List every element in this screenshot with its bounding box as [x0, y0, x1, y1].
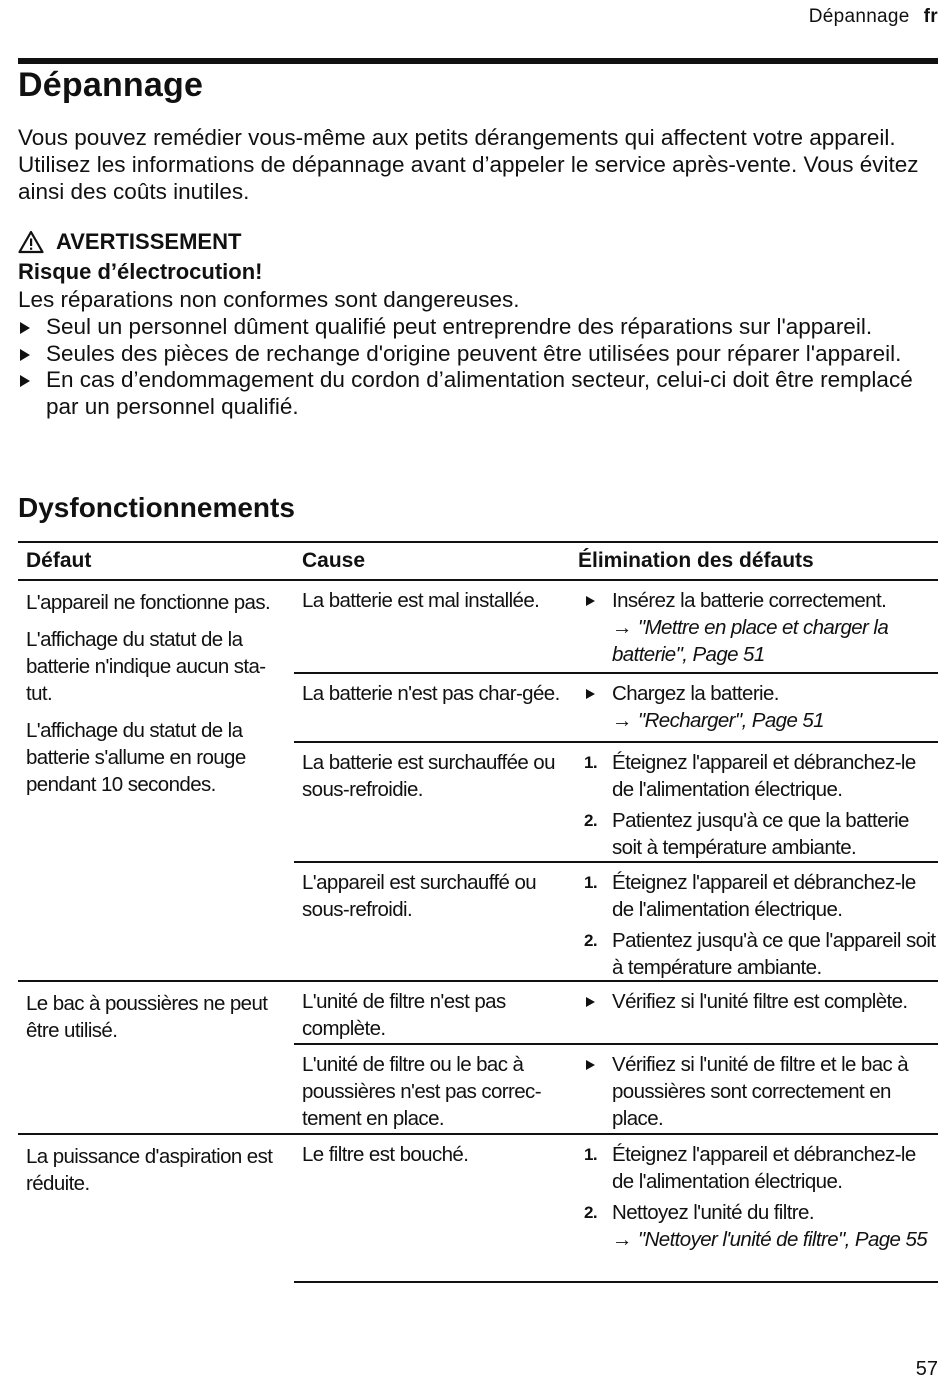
- warning-list-item: En cas d’endommagement du cordon d’alimentation secteur, celui-ci doit être remplacé par un personnel qualifié.: [18, 367, 933, 420]
- table-group: [18, 581, 938, 982]
- elimination-cell: [582, 587, 937, 668]
- cross-reference: → "Nettoyer l'unité de filtre", Page 55: [612, 1228, 928, 1251]
- elimination-text: Chargez la batterie.: [612, 682, 779, 705]
- bullet-triangle-icon: [586, 997, 595, 1007]
- elimination-item: [582, 1199, 937, 1253]
- warning-list: [18, 314, 933, 420]
- bullet-triangle-icon: [586, 689, 595, 699]
- elimination-cell: [582, 869, 937, 981]
- elimination-text: Nettoyez l'unité du filtre.: [612, 1201, 814, 1224]
- warning-subtitle: Risque d’électrocution!: [18, 259, 263, 284]
- intro-paragraph: Vous pouvez remédier vous-même aux petits dérangements qui affectent votre appareil. Utilisez les informations de dépannage avant d’appeler le service après-vente. Vous évitez ainsi des coûts inutiles.: [18, 125, 919, 204]
- defaut-text: L'affichage du statut de la batterie s'allume en rouge pendant 10 secondes.: [26, 719, 246, 796]
- elimination-cell: [582, 1141, 937, 1253]
- page-number: 57: [915, 1358, 938, 1380]
- defaut-text: L'appareil ne fonctionne pas.: [26, 591, 271, 614]
- elimination-cell: [582, 988, 937, 1015]
- running-header-lang: fr: [923, 6, 938, 27]
- table-row: [294, 1043, 938, 1133]
- header-rule: [18, 58, 938, 64]
- table-group: [18, 1135, 938, 1283]
- cause-cell: La batterie est mal installée.: [302, 589, 540, 612]
- bullet-triangle-icon: [20, 322, 30, 334]
- warning-list-item: Seules des pièces de rechange d'origine peuvent être utilisées pour réparer l'appareil.: [18, 341, 933, 368]
- step-number: 1.: [584, 1145, 597, 1164]
- table-row: [294, 581, 938, 672]
- table-row: [294, 982, 938, 1043]
- defaut-text: La puissance d'aspiration est réduite.: [26, 1145, 273, 1195]
- elimination-cell: [582, 749, 937, 861]
- elimination-item: [582, 927, 937, 981]
- cross-reference: → "Mettre en place et charger la batterie", Page 51: [612, 616, 889, 666]
- elimination-text: Patientez jusqu'à ce que l'appareil soit à température ambiante.: [612, 929, 936, 979]
- warning-triangle-icon: [18, 230, 44, 254]
- cross-reference: → "Recharger", Page 51: [612, 709, 824, 732]
- elimination-item: [582, 988, 937, 1015]
- section-subtitle: Dysfonctionnements: [18, 492, 295, 523]
- cause-cell: Le filtre est bouché.: [302, 1143, 469, 1166]
- cause-cell: La batterie est surchauffée ou sous-refroidie.: [302, 751, 555, 801]
- warning-label: AVERTISSEMENT: [56, 229, 242, 254]
- step-number: 2.: [584, 1203, 597, 1222]
- troubleshooting-table: [18, 541, 938, 1283]
- step-number: 1.: [584, 753, 597, 772]
- table-row: [294, 741, 938, 861]
- column-header-cause: Cause: [302, 549, 366, 572]
- bullet-triangle-icon: [586, 1060, 595, 1070]
- elimination-text: Insérez la batterie correctement.: [612, 589, 887, 612]
- elimination-text: Éteignez l'appareil et débranchez-le de l'alimentation électrique.: [612, 871, 916, 921]
- defaut-cell: [26, 990, 291, 1054]
- defaut-cell: [26, 1143, 291, 1207]
- table-header: [18, 541, 938, 581]
- cause-cell: La batterie n'est pas char-gée.: [302, 682, 560, 705]
- step-number: 1.: [584, 873, 597, 892]
- elimination-text: Éteignez l'appareil et débranchez-le de l'alimentation électrique.: [612, 751, 916, 801]
- cause-cell: L'unité de filtre n'est pas complète.: [302, 990, 506, 1040]
- elimination-cell: [582, 680, 937, 734]
- elimination-item: [582, 749, 937, 803]
- elimination-item: [582, 807, 937, 861]
- bullet-triangle-icon: [20, 375, 30, 387]
- elimination-text: Éteignez l'appareil et débranchez-le de l'alimentation électrique.: [612, 1143, 916, 1193]
- table-row: [294, 1135, 938, 1283]
- defaut-cell: [26, 589, 291, 808]
- running-header-section: Dépannage: [808, 6, 910, 27]
- column-header-elimination: Élimination des défauts: [578, 549, 814, 572]
- bullet-triangle-icon: [20, 349, 30, 361]
- elimination-cell: [582, 1051, 937, 1132]
- elimination-item: [582, 869, 937, 923]
- defaut-text: Le bac à poussières ne peut être utilisé.: [26, 992, 268, 1042]
- page-title: Dépannage: [18, 66, 204, 104]
- warning-text: Les réparations non conformes sont dangereuses.: [18, 287, 520, 312]
- elimination-item: [582, 587, 937, 668]
- table-group: [18, 982, 938, 1135]
- elimination-text: Patientez jusqu'à ce que la batterie soit à température ambiante.: [612, 809, 909, 859]
- elimination-text: Vérifiez si l'unité filtre est complète.: [612, 990, 908, 1013]
- arrow-right-icon: →: [612, 1228, 632, 1251]
- elimination-text: Vérifiez si l'unité de filtre et le bac à poussières sont correctement en place.: [612, 1053, 909, 1130]
- elimination-item: [582, 1051, 937, 1132]
- bullet-triangle-icon: [586, 596, 595, 606]
- warning-list-item: Seul un personnel dûment qualifié peut entreprendre des réparations sur l'appareil.: [18, 314, 933, 341]
- cause-cell: L'appareil est surchauffé ou sous-refroidi.: [302, 871, 537, 921]
- arrow-right-icon: →: [612, 709, 632, 732]
- step-number: 2.: [584, 931, 597, 950]
- running-header: [809, 6, 938, 28]
- defaut-text: L'affichage du statut de la batterie n'indique aucun sta-tut.: [26, 628, 266, 705]
- step-number: 2.: [584, 811, 597, 830]
- warning-heading: [18, 229, 241, 255]
- elimination-item: [582, 680, 937, 734]
- table-row: [294, 861, 938, 982]
- cause-cell: L'unité de filtre ou le bac à poussières n'est pas correc-tement en place.: [302, 1053, 541, 1130]
- column-header-defaut: Défaut: [26, 549, 92, 572]
- arrow-right-icon: →: [612, 616, 632, 639]
- elimination-item: [582, 1141, 937, 1195]
- table-row: [294, 672, 938, 741]
